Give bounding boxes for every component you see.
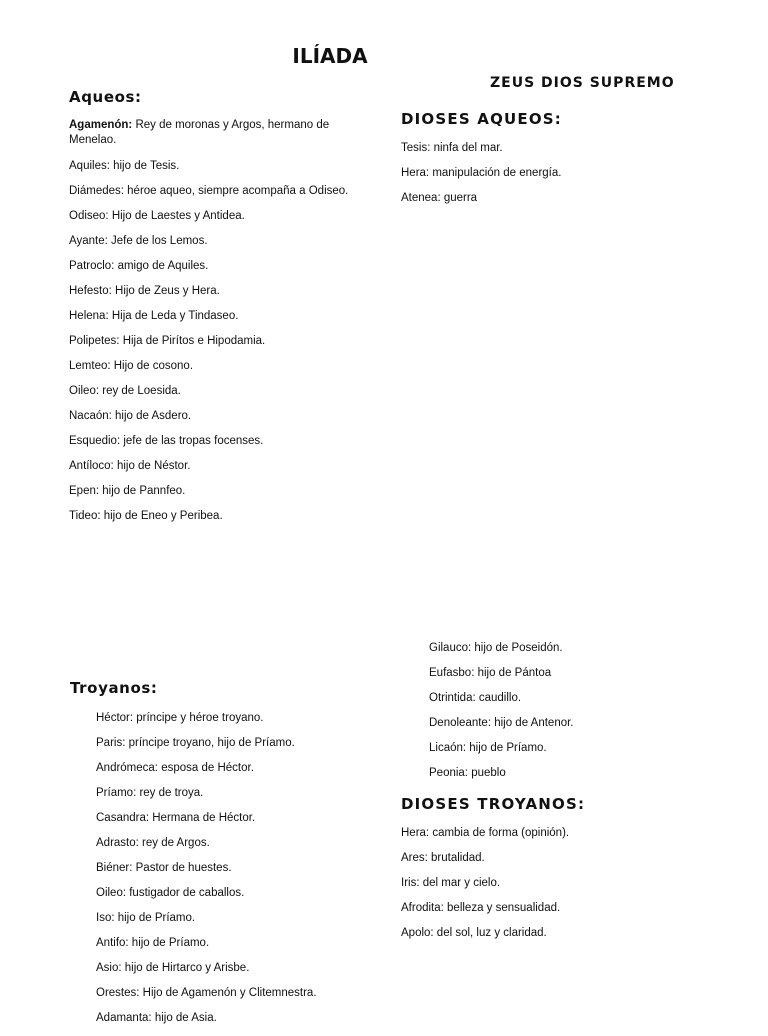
list-item: Antifo: hijo de Príamo. <box>96 937 210 949</box>
list-item: Príamo: rey de troya. <box>96 787 204 799</box>
aqueos-list <box>69 118 369 534</box>
troyanos-list <box>96 711 396 1036</box>
list-item: Epen: hijo de Pannfeo. <box>69 485 186 497</box>
list-item: Andrómeca: esposa de Héctor. <box>96 762 254 774</box>
list-item: Diámedes: héroe aqueo, siempre acompaña a Odiseo. <box>69 185 349 197</box>
list-item: Licaón: hijo de Príamo. <box>429 742 547 754</box>
page-title: ILÍADA <box>292 44 368 68</box>
list-item: Antíloco: hijo de Néstor. <box>69 460 191 472</box>
list-item: Esquedio: jefe de las tropas focenses. <box>69 435 264 447</box>
list-item: Apolo: del sol, luz y claridad. <box>401 927 547 939</box>
list-item: Tideo: hijo de Eneo y Peribea. <box>69 510 223 522</box>
list-item: Aquiles: hijo de Tesis. <box>69 160 180 172</box>
list-item: Hera: manipulación de energía. <box>401 167 562 179</box>
zeus-heading: ZEUS DIOS SUPREMO <box>490 75 675 91</box>
list-item: Nacaón: hijo de Asdero. <box>69 410 192 422</box>
dioses-aqueos-heading: DIOSES AQUEOS: <box>401 110 562 128</box>
list-item: Tesis: ninfa del mar. <box>401 142 503 154</box>
dioses-aqueos-list <box>401 141 701 216</box>
list-item: Hera: cambia de forma (opinión). <box>401 827 570 839</box>
list-item: Atenea: guerra <box>401 192 478 204</box>
list-item: Odiseo: Hijo de Laestes y Antidea. <box>69 210 245 222</box>
list-item: Ares: brutalidad. <box>401 852 485 864</box>
agamenon-desc: Rey de moronas y Argos, hermano de Menelao. <box>69 119 330 146</box>
list-item: Ayante: Jefe de los Lemos. <box>69 235 208 247</box>
list-item <box>69 118 369 159</box>
list-item: Eufasbo: hijo de Pántoa <box>429 667 552 679</box>
aqueos-heading: Aqueos: <box>69 88 142 106</box>
list-item: Adamanta: hijo de Asia. <box>96 1012 217 1024</box>
list-item: Peonia: pueblo <box>429 767 506 779</box>
list-item: Biéner: Pastor de huestes. <box>96 862 232 874</box>
list-item: Casandra: Hermana de Héctor. <box>96 812 256 824</box>
list-item: Gilauco: hijo de Poseidón. <box>429 642 563 654</box>
list-item: Patroclo: amigo de Aquiles. <box>69 260 209 272</box>
dioses-troyanos-heading: DIOSES TROYANOS: <box>401 795 586 813</box>
list-item: Adrasto: rey de Argos. <box>96 837 210 849</box>
agamenon-name: Agamenón: <box>69 119 133 131</box>
list-item: Oileo: fustigador de caballos. <box>96 887 245 899</box>
list-item: Otrintida: caudillo. <box>429 692 522 704</box>
list-item: Iso: hijo de Príamo. <box>96 912 196 924</box>
list-item: Lemteo: Hijo de cosono. <box>69 360 194 372</box>
list-item: Helena: Hija de Leda y Tindaseo. <box>69 310 239 322</box>
list-item: Polipetes: Hija de Pirítos e Hipodamia. <box>69 335 266 347</box>
list-item: Paris: príncipe troyano, hijo de Príamo. <box>96 737 295 749</box>
list-item: Oileo: rey de Loesida. <box>69 385 181 397</box>
troyanos-heading: Troyanos: <box>70 679 158 697</box>
list-item: Afrodita: belleza y sensualidad. <box>401 902 561 914</box>
list-item: Iris: del mar y cielo. <box>401 877 501 889</box>
list-item: Orestes: Hijo de Agamenón y Clitemnestra. <box>96 987 317 999</box>
list-item: Hefesto: Hijo de Zeus y Hera. <box>69 285 220 297</box>
dioses-troyanos-list <box>401 826 701 951</box>
list-item: Denoleante: hijo de Antenor. <box>429 717 574 729</box>
list-item: Asio: hijo de Hirtarco y Arisbe. <box>96 962 250 974</box>
troyanos-extra-list <box>429 641 729 791</box>
list-item: Héctor: príncipe y héroe troyano. <box>96 712 264 724</box>
